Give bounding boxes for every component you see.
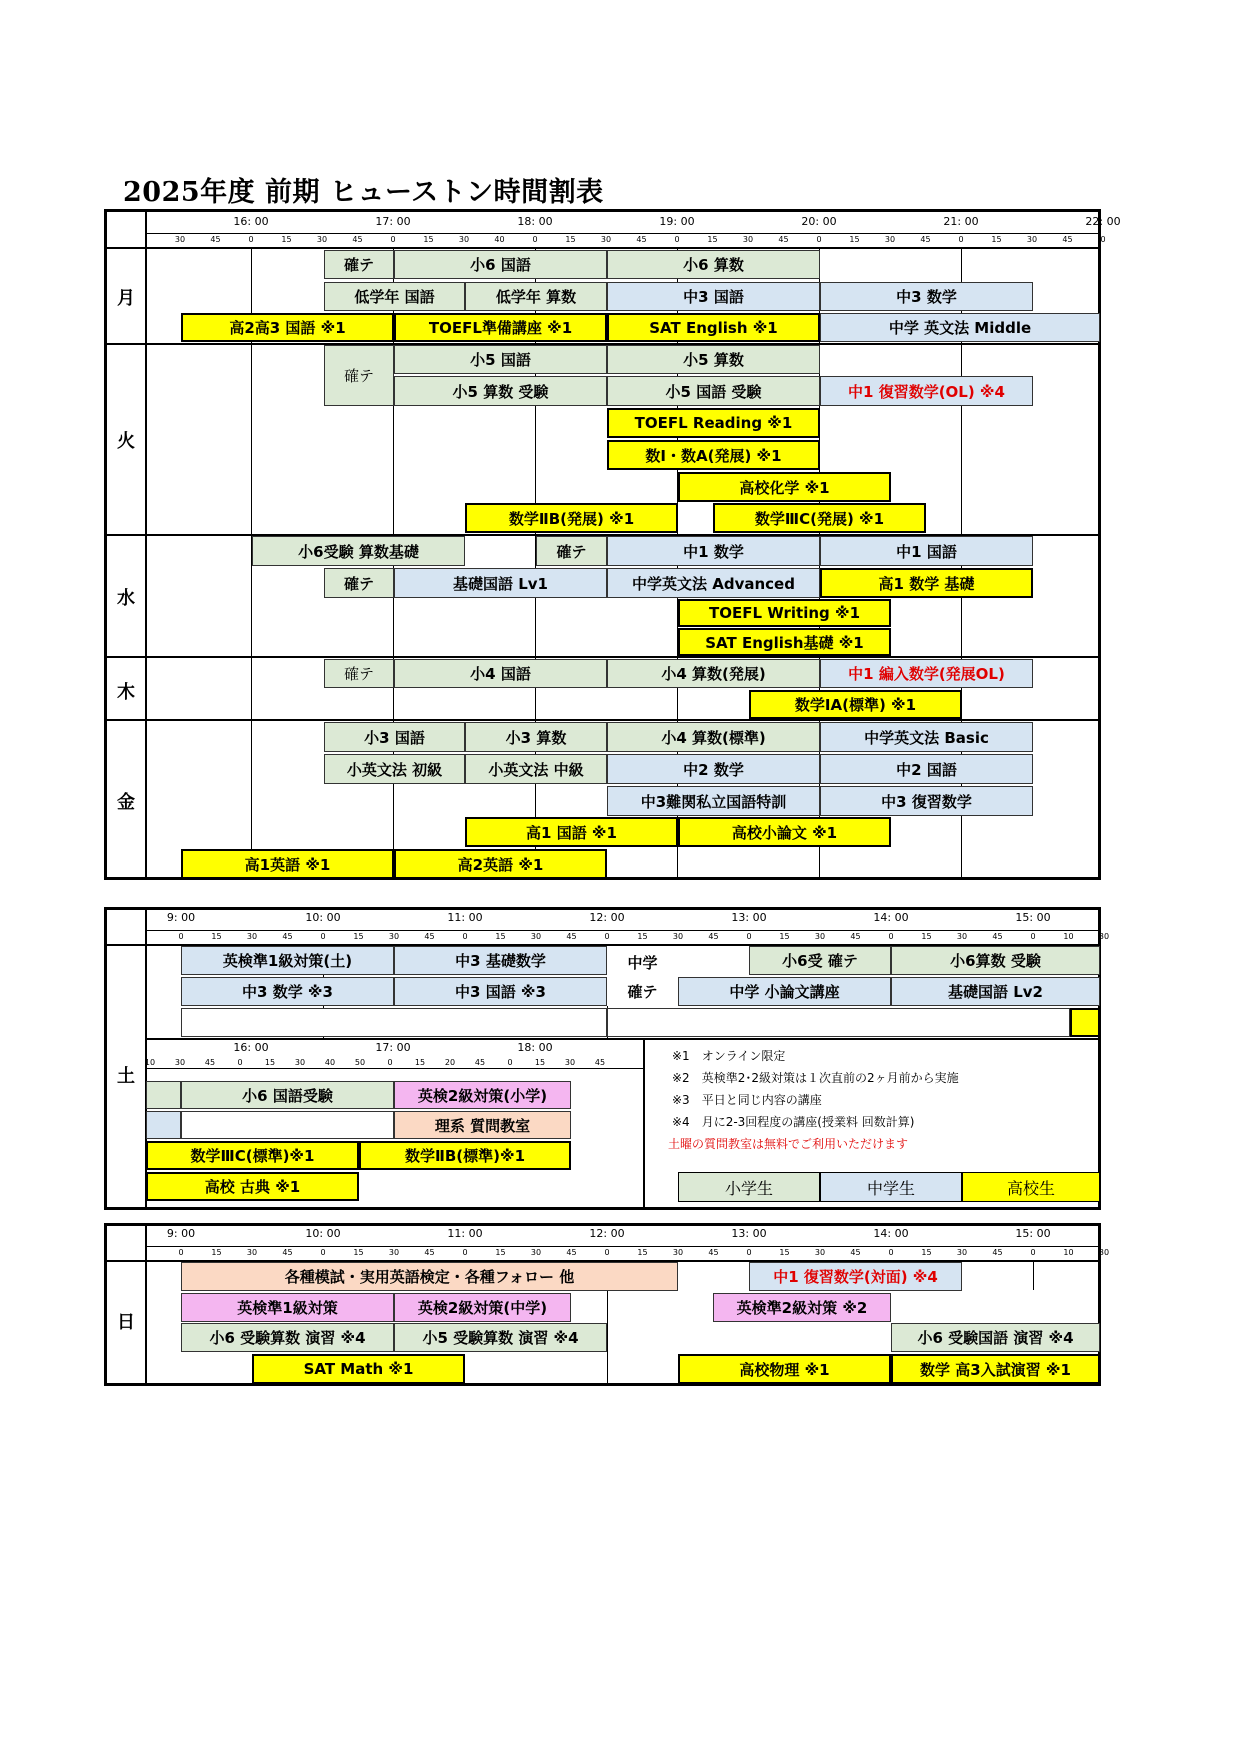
hour-label: 17: 00	[375, 215, 411, 228]
empty-slot	[146, 1111, 181, 1139]
minute-label: 10	[144, 1058, 156, 1067]
class-block: 小6算数 受験	[891, 946, 1100, 975]
minute-label: 15	[637, 1248, 648, 1257]
class-block: 数学ⅠA(標準) ※1	[749, 690, 962, 719]
class-block: 中学英文法 Basic	[820, 722, 1033, 752]
minute-label: 45	[282, 932, 293, 941]
minute-label: 0	[532, 235, 538, 244]
class-block: 数学ⅢC(発展) ※1	[713, 503, 926, 533]
class-block: 小英文法 中級	[465, 754, 607, 784]
minute-label: 45	[708, 932, 719, 941]
hour-label: 10: 00	[305, 1227, 341, 1240]
minute-label: 0	[888, 1248, 894, 1257]
hour-label: 21: 00	[943, 215, 979, 228]
day-column-divider	[145, 210, 147, 879]
minute-label: 45	[708, 1248, 719, 1257]
day-label-sun: 日	[117, 1312, 135, 1333]
minute-label: 45	[778, 235, 789, 244]
class-block: 英検準2級対策 ※2	[713, 1293, 891, 1322]
empty-slot	[607, 1008, 1070, 1037]
minute-label: 0	[320, 1248, 326, 1257]
class-block: 小6 受験国語 演習 ※4	[891, 1323, 1100, 1352]
class-block: TOEFL Writing ※1	[678, 599, 891, 627]
class-block: 各種模試・実用英語検定・各種フォロー 他	[181, 1262, 678, 1291]
minute-label: 45	[474, 1058, 486, 1067]
minute-label: 45	[1062, 235, 1073, 244]
class-block: 小6 受験算数 演習 ※4	[181, 1323, 394, 1352]
minute-label: 45	[992, 1248, 1003, 1257]
minute-label: 30	[388, 932, 400, 941]
class-block: 高1 数学 基礎	[820, 568, 1033, 598]
class-block: 小3 算数	[465, 722, 607, 752]
day-column-divider	[145, 1224, 147, 1385]
minute-label: 0	[507, 1058, 513, 1067]
class-block: 英検準1級対策	[181, 1293, 394, 1322]
header-divider	[145, 1068, 643, 1069]
hour-label: 13: 00	[731, 1227, 767, 1240]
class-block: 中1 復習数学(OL) ※4	[820, 376, 1033, 406]
class-block: 中学英文法 Advanced	[607, 568, 820, 598]
minute-label: 15	[281, 235, 292, 244]
class-block: TOEFL準備講座 ※1	[394, 313, 607, 342]
minute-label: 15	[779, 1248, 790, 1257]
minute-label: 15	[414, 1058, 426, 1067]
minute-label: 30	[1098, 1248, 1110, 1257]
class-block: 数学ⅡB(発展) ※1	[465, 503, 678, 533]
minute-label: 30	[530, 932, 542, 941]
class-block: 確テ	[324, 659, 394, 688]
legend-high: 高校生	[962, 1172, 1100, 1202]
minute-label: 10	[1063, 932, 1074, 941]
class-block: 小4 算数(標準)	[607, 722, 820, 752]
class-block: 確テ	[324, 568, 394, 598]
minute-label: 45	[204, 1058, 216, 1067]
minute-label: 0	[604, 1248, 610, 1257]
hour-label: 13: 00	[731, 911, 767, 924]
minute-label: 40	[494, 235, 505, 244]
minute-label: 0	[390, 235, 396, 244]
class-block: 小5 算数 受験	[394, 376, 607, 406]
note-free-qa: 土曜の質問教室は無料でご利用いただけます	[668, 1137, 909, 1151]
minute-label: 20	[444, 1058, 456, 1067]
minute-label: 0	[462, 932, 468, 941]
minute-label: 30	[1098, 932, 1110, 941]
class-block: 英検2級対策(中学)	[394, 1293, 571, 1322]
class-block: 中3 数学 ※3	[181, 977, 394, 1006]
class-block: 中1 国語	[820, 536, 1033, 566]
minute-label: 15	[264, 1058, 276, 1067]
class-block: 中2 数学	[607, 754, 820, 784]
empty-slot	[146, 1081, 181, 1109]
minute-label: 0	[674, 235, 680, 244]
hour-label: 15: 00	[1015, 1227, 1051, 1240]
class-block: 小3 国語	[324, 722, 465, 752]
class-block: 小6 国語受験	[181, 1081, 394, 1109]
minute-label: 0	[237, 1058, 243, 1067]
minute-label: 0	[178, 932, 184, 941]
day-label-wed: 水	[117, 588, 135, 609]
minute-label: 45	[424, 932, 435, 941]
hour-label: 11: 00	[447, 1227, 483, 1240]
minute-label: 45	[850, 1248, 861, 1257]
minute-label: 15	[495, 932, 506, 941]
class-block: 中学 英文法 Middle	[820, 313, 1100, 342]
minute-label: 15	[921, 1248, 932, 1257]
hour-label: 12: 00	[589, 911, 625, 924]
minute-label: 30	[174, 1058, 186, 1067]
class-block: 中3難関私立国語特訓	[607, 786, 820, 816]
minute-label: 15	[495, 1248, 506, 1257]
note: ※2 英検準2･2級対策は１次直前の2ヶ月前から実施	[672, 1071, 959, 1085]
hour-label: 14: 00	[873, 1227, 909, 1240]
minute-label: 30	[884, 235, 896, 244]
minute-label: 0	[1030, 1248, 1036, 1257]
class-block: 低学年 国語	[324, 282, 465, 311]
minute-label: 0	[888, 932, 894, 941]
class-block: 数学ⅡB(標準)※1	[359, 1141, 571, 1170]
minute-label: 0	[387, 1058, 393, 1067]
minute-label: 10	[1063, 1248, 1074, 1257]
minute-label: 15	[211, 932, 222, 941]
empty-slot	[181, 1111, 394, 1139]
hour-label: 10: 00	[305, 911, 341, 924]
minute-label: 0	[746, 1248, 752, 1257]
minute-label: 0	[248, 235, 254, 244]
class-block: 高校化学 ※1	[678, 472, 891, 502]
minute-label: 0	[1100, 235, 1106, 244]
class-block: 中1 数学	[607, 536, 820, 566]
minute-label: 0	[958, 235, 964, 244]
class-block: 小6 算数	[607, 250, 820, 279]
minute-label: 45	[850, 932, 861, 941]
hour-label: 9: 00	[166, 1227, 196, 1240]
class-block: 中3 基礎数学	[394, 946, 607, 975]
minute-label: 30	[246, 932, 258, 941]
minute-label: 15	[921, 932, 932, 941]
hour-label: 16: 00	[233, 215, 269, 228]
class-block: 小5 国語	[394, 345, 607, 374]
minute-label: 15	[991, 235, 1002, 244]
hour-label: 16: 00	[233, 1041, 269, 1054]
class-block: 中3 数学	[820, 282, 1033, 311]
class-block: 小英文法 初級	[324, 754, 465, 784]
minute-label: 45	[566, 932, 577, 941]
minute-label: 0	[604, 932, 610, 941]
hour-label: 18: 00	[517, 215, 553, 228]
class-block: 小5 受験算数 演習 ※4	[394, 1323, 607, 1352]
class-block: 高校物理 ※1	[678, 1354, 891, 1384]
class-block: 高2英語 ※1	[394, 849, 607, 879]
note: ※1 オンライン限定	[672, 1049, 786, 1063]
class-block: 英検準1級対策(土)	[181, 946, 394, 975]
minute-label: 15	[565, 235, 576, 244]
minute-label: 15	[779, 932, 790, 941]
class-block: 基礎国語 Lv1	[394, 568, 607, 598]
minute-label: 30	[530, 1248, 542, 1257]
minute-label: 45	[594, 1058, 606, 1067]
minute-label: 30	[316, 235, 328, 244]
class-block: 理系 質問教室	[394, 1111, 571, 1139]
minute-label: 15	[423, 235, 434, 244]
class-block: 小4 国語	[394, 659, 607, 688]
class-block: 低学年 算数	[465, 282, 607, 311]
minute-label: 0	[462, 1248, 468, 1257]
minute-label: 30	[956, 932, 968, 941]
class-block: 数学ⅢC(標準)※1	[146, 1141, 359, 1170]
minute-label: 15	[707, 235, 718, 244]
minute-label: 0	[746, 932, 752, 941]
minute-label: 45	[352, 235, 363, 244]
minute-label: 30	[672, 932, 684, 941]
minute-label: 45	[992, 932, 1003, 941]
class-block: 高校 古典 ※1	[146, 1172, 359, 1201]
minute-label: 45	[424, 1248, 435, 1257]
day-label-sat: 土	[117, 1066, 135, 1087]
minute-label: 0	[1030, 932, 1036, 941]
header-divider	[145, 930, 1099, 931]
legend-elementary: 小学生	[678, 1172, 820, 1202]
minute-label: 15	[211, 1248, 222, 1257]
minute-label: 30	[388, 1248, 400, 1257]
class-block: 中1 編入数学(発展OL)	[820, 659, 1033, 688]
section-divider	[145, 1038, 1100, 1040]
class-block: 小6受 確テ	[749, 946, 891, 975]
hour-label: 22: 00	[1085, 215, 1121, 228]
class-block: 小6受験 算数基礎	[252, 536, 465, 566]
class-block: TOEFL Reading ※1	[607, 408, 820, 438]
class-block: SAT English基礎 ※1	[678, 628, 891, 656]
day-label-tue: 火	[117, 431, 135, 452]
class-block: 高1英語 ※1	[181, 849, 394, 879]
hour-label: 15: 00	[1015, 911, 1051, 924]
minute-label: 45	[566, 1248, 577, 1257]
grid-line	[1033, 1260, 1034, 1290]
note: ※3 平日と同じ内容の講座	[672, 1093, 822, 1107]
class-block: 中1 復習数学(対面) ※4	[749, 1262, 962, 1291]
class-block: 中2 国語	[820, 754, 1033, 784]
class-block: 小6 国語	[394, 250, 607, 279]
class-block: 基礎国語 Lv2	[891, 977, 1100, 1006]
hour-label: 11: 00	[447, 911, 483, 924]
day-label-fri: 金	[117, 792, 135, 813]
minute-label: 30	[246, 1248, 258, 1257]
class-block: 中学	[607, 946, 678, 1006]
minute-label: 30	[814, 1248, 826, 1257]
header-bottom-line	[105, 247, 1100, 249]
header-divider	[145, 233, 1099, 234]
legend-middle: 中学生	[820, 1172, 962, 1202]
class-block: 小5 算数	[607, 345, 820, 374]
day-label-mon: 月	[117, 288, 135, 309]
minute-label: 30	[600, 235, 612, 244]
minute-label: 30	[1026, 235, 1038, 244]
minute-label: 30	[814, 932, 826, 941]
class-block: 確テ	[324, 345, 394, 406]
hour-label: 9: 00	[166, 911, 196, 924]
minute-label: 30	[742, 235, 754, 244]
highschool-marker	[1070, 1008, 1100, 1037]
minute-label: 15	[637, 932, 648, 941]
day-divider	[105, 656, 1100, 658]
minute-label: 50	[354, 1058, 366, 1067]
minute-label: 30	[458, 235, 470, 244]
minute-label: 30	[294, 1058, 306, 1067]
day-divider	[105, 719, 1100, 721]
minute-label: 30	[672, 1248, 684, 1257]
class-block: 高2高3 国語 ※1	[181, 313, 394, 342]
class-block: 確テ	[607, 977, 678, 1006]
class-block: 確テ	[536, 536, 607, 566]
notes	[668, 1045, 959, 1155]
minute-label: 45	[636, 235, 647, 244]
class-block: 確テ	[324, 250, 394, 279]
class-block: 高1 国語 ※1	[465, 817, 678, 847]
minute-label: 45	[210, 235, 221, 244]
class-block: 中学 小論文講座	[678, 977, 891, 1006]
class-block: 小5 国語 受験	[607, 376, 820, 406]
class-block: SAT English ※1	[607, 313, 820, 342]
class-block: 中3 復習数学	[820, 786, 1033, 816]
minute-label: 40	[324, 1058, 336, 1067]
note: ※4 月に2-3回程度の講座(授業料 回数計算)	[672, 1115, 915, 1129]
class-block: 数学 高3入試演習 ※1	[891, 1354, 1100, 1384]
hour-label: 20: 00	[801, 215, 837, 228]
hour-label: 19: 00	[659, 215, 695, 228]
notes-divider	[643, 1038, 645, 1209]
hour-label: 18: 00	[517, 1041, 553, 1054]
class-block: 中3 国語	[607, 282, 820, 311]
hour-label: 12: 00	[589, 1227, 625, 1240]
minute-label: 45	[282, 1248, 293, 1257]
day-label-thu: 木	[117, 682, 135, 703]
empty-slot	[181, 1008, 607, 1037]
class-block: 数Ⅰ・数A(発展) ※1	[607, 440, 820, 470]
class-block: 英検2級対策(小学)	[394, 1081, 571, 1109]
minute-label: 30	[956, 1248, 968, 1257]
minute-label: 0	[816, 235, 822, 244]
class-block: 小4 算数(発展)	[607, 659, 820, 688]
minute-label: 15	[849, 235, 860, 244]
class-block: 中3 国語 ※3	[394, 977, 607, 1006]
minute-label: 45	[920, 235, 931, 244]
minute-label: 15	[534, 1058, 546, 1067]
minute-label: 15	[353, 1248, 364, 1257]
minute-label: 0	[178, 1248, 184, 1257]
header-divider	[145, 1246, 1099, 1247]
minute-label: 30	[564, 1058, 576, 1067]
minute-label: 15	[353, 932, 364, 941]
hour-label: 17: 00	[375, 1041, 411, 1054]
minute-label: 0	[320, 932, 326, 941]
class-block: SAT Math ※1	[252, 1354, 465, 1384]
hour-label: 14: 00	[873, 911, 909, 924]
page-title: 2025年度 前期 ヒューストン時間割表	[123, 177, 604, 208]
minute-label: 30	[174, 235, 186, 244]
class-block: 高校小論文 ※1	[678, 817, 891, 847]
